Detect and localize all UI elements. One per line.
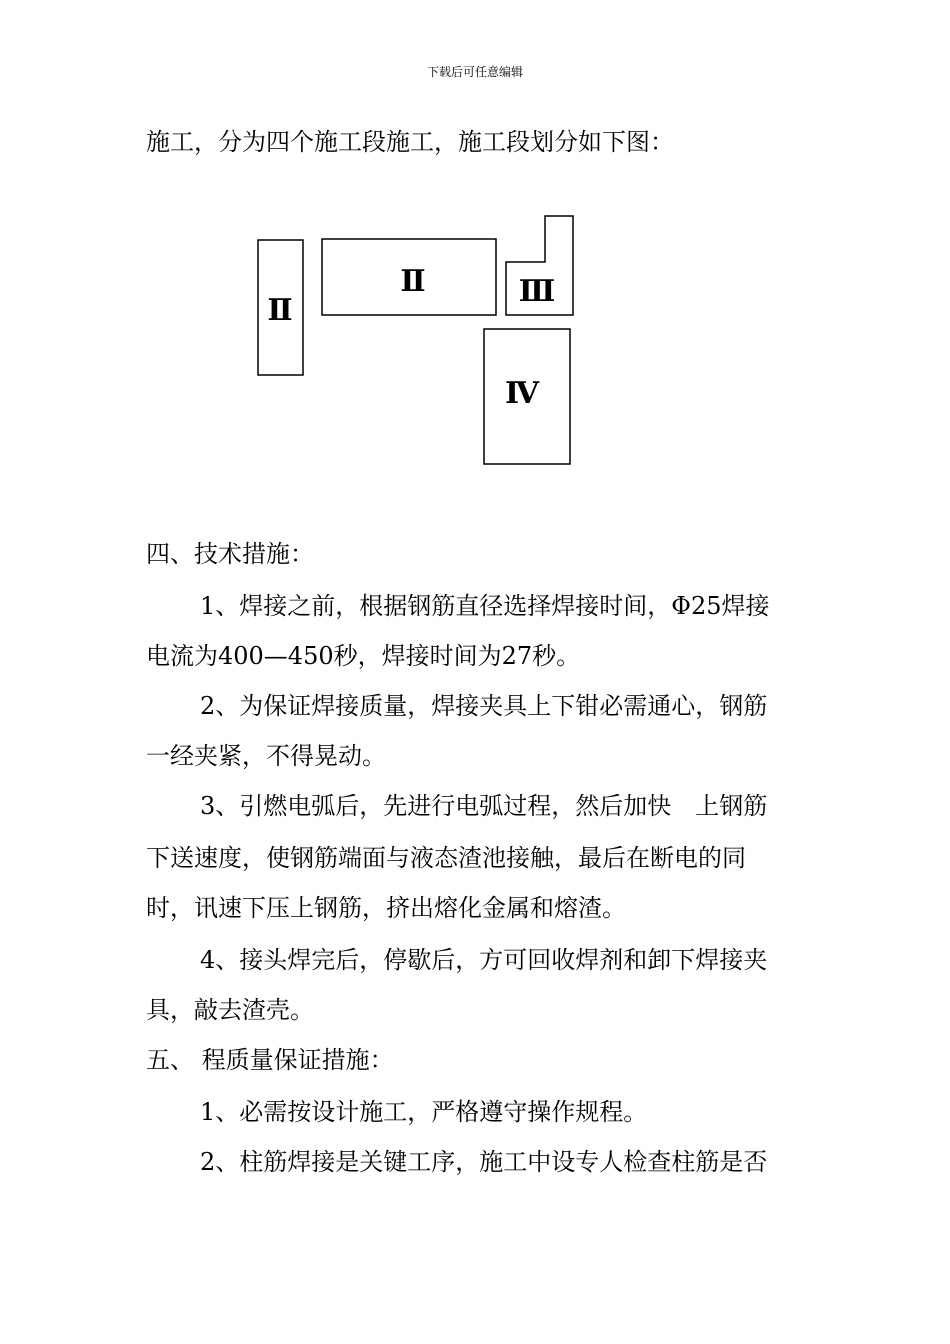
segment-2-label: Ⅱ (400, 264, 426, 299)
page-header: 下载后可任意编辑 (426, 65, 523, 79)
paragraph-line: 4、接头焊完后，停歇后，方可回收焊剂和卸下焊接夹 (200, 946, 768, 974)
segment-1-label: Ⅱ (267, 293, 293, 328)
section-heading-technical: 四、技术措施： (146, 540, 314, 568)
paragraph-line: 2、为保证焊接质量，焊接夹具上下钳必需通心，钢筋 (200, 692, 768, 720)
paragraph-line: 下送速度，使钢筋端面与液态渣池接触，最后在断电的同 (146, 844, 746, 872)
paragraph-line: 2、柱筋焊接是关键工序，施工中设专人检查柱筋是否 (200, 1148, 768, 1176)
section-heading-quality: 五、 程质量保证措施： (146, 1046, 394, 1074)
paragraph-line: 具，敲去渣壳。 (146, 996, 314, 1024)
segment-4-label: Ⅳ (504, 376, 540, 411)
paragraph-line: 3、引燃电弧后，先进行电弧过程，然后加快 上钢筋 (200, 792, 768, 820)
segment-3-label: Ⅲ (518, 274, 556, 309)
paragraph-line: 一经夹紧，不得晃动。 (146, 742, 386, 770)
paragraph-line: 1、焊接之前，根据钢筋直径选择焊接时间，Φ25焊接 (200, 592, 770, 620)
paragraph-line: 时，讯速下压上钢筋，挤出熔化金属和熔渣。 (146, 894, 626, 922)
paragraph-line: 1、必需按设计施工，严格遵守操作规程。 (200, 1098, 648, 1126)
paragraph-line: 电流为400—450秒，焊接时间为27秒。 (146, 642, 581, 670)
intro-paragraph: 施工，分为四个施工段施工，施工段划分如下图： (146, 128, 674, 156)
